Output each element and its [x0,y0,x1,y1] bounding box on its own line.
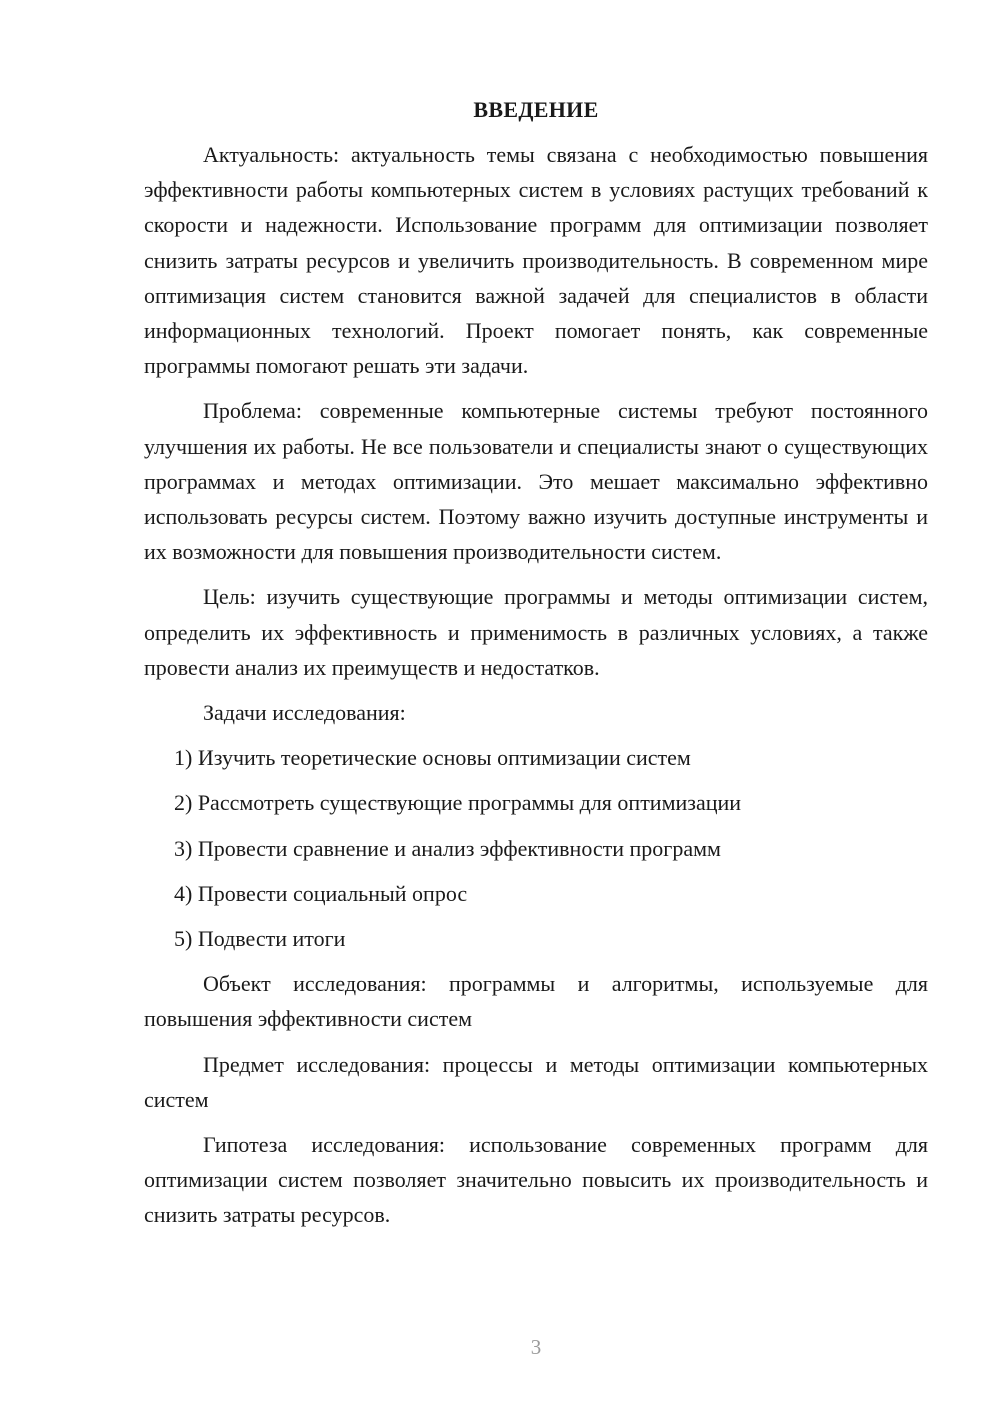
relevance-paragraph: Актуальность: актуальность темы связана с необходимостью повышения эффективности работы компьютерных систем в условиях растущих требований к скорости и надежности. Использование программ для оптимизации позволяет снизить затраты ресурсов и увеличить производительность. В современном мире оптимизация систем становится важной задачей для специалистов в области информационных технологий. Проект помогает понять, как современные программы помогают решать эти задачи. [144,142,928,379]
task-item: 4) Провести социальный опрос [174,880,468,906]
subject-paragraph: Предмет исследования: процессы и методы оптимизации компьютерных систем [144,1051,928,1112]
goal-paragraph: Цель: изучить существующие программы и методы оптимизации систем, определить их эффективность и применимость в различных условиях, а также провести анализ их преимуществ и недостатков. [144,584,928,680]
page-content [144,92,928,1243]
section-heading: ВВЕДЕНИЕ [473,97,599,122]
problem-paragraph: Проблема: современные компьютерные системы требуют постоянного улучшения их работы. Не все пользователи и специалисты знают о существующих программах и методах оптимизации. Это мешает максимально эффективно использовать ресурсы систем. Поэтому важно изучить доступные инструменты и их возможности для повышения производительности систем. [144,398,928,565]
hypothesis-paragraph: Гипотеза исследования: использование современных программ для оптимизации систем позволяет значительно повысить их производительность и снизить затраты ресурсов. [144,1132,928,1228]
object-paragraph: Объект исследования: программы и алгоритмы, используемые для повышения эффективности систем [144,971,928,1032]
task-item: 5) Подвести итоги [174,926,346,952]
tasks-title: Задачи исследования: [203,700,406,726]
task-item: 1) Изучить теоретические основы оптимизации систем [174,745,691,771]
task-item: 3) Провести сравнение и анализ эффективности программ [174,835,721,861]
page-number: 3 [530,1335,542,1359]
task-item: 2) Рассмотреть существующие программы для оптимизации [174,790,742,816]
